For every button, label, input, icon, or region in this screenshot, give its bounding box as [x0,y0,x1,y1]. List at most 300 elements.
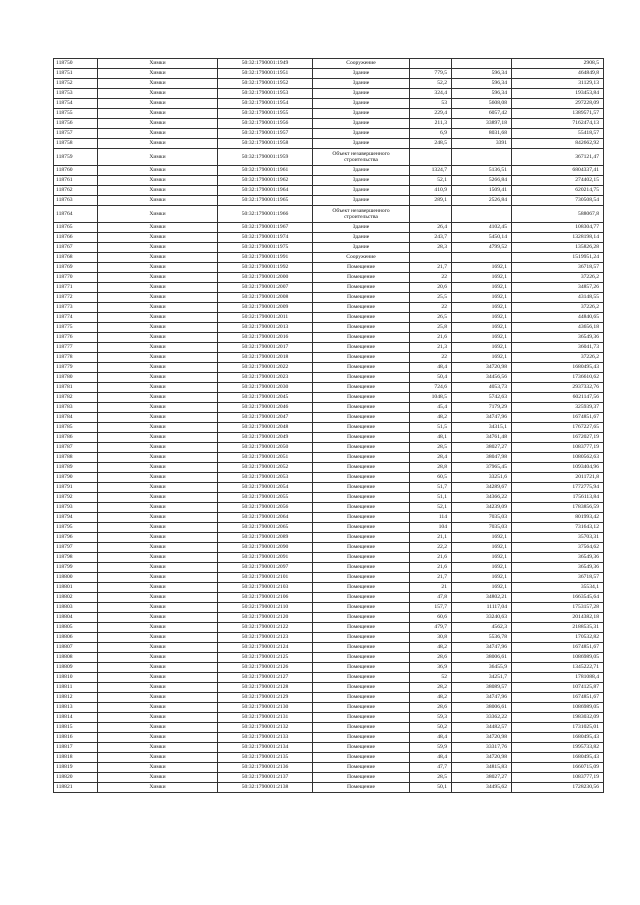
cell-specific-value: 5536,78 [452,633,512,643]
cell-row-number: 118804 [54,613,98,623]
cell-municipality: Химки [98,149,218,166]
cell-municipality: Химки [98,363,218,373]
cell-specific-value: 1692,1 [452,313,512,323]
cell-object-type: Объект незавершенного строительства [313,149,410,166]
cell-area: 28,6 [410,653,452,663]
cell-cadastral-number: 50:32:1790001:2097 [218,563,313,573]
cell-object-type: Здание [313,139,410,149]
cell-municipality: Химки [98,493,218,503]
cell-cadastral-number: 50:32:1790001:2056 [218,503,313,513]
cell-cadastral-value: 31129,13 [512,79,604,89]
cell-row-number: 118759 [54,149,98,166]
cell-row-number: 118806 [54,633,98,643]
cell-area: 479,7 [410,623,452,633]
cell-municipality: Химки [98,243,218,253]
cell-cadastral-number: 50:32:1790001:2051 [218,453,313,463]
cell-object-type: Помещение [313,663,410,673]
cell-row-number: 118819 [54,763,98,773]
cell-row-number: 118818 [54,753,98,763]
cell-cadastral-value: 36041,73 [512,343,604,353]
cell-row-number: 118797 [54,543,98,553]
cell-municipality: Химки [98,233,218,243]
cell-cadastral-number: 50:32:1790001:1959 [218,149,313,166]
cell-area: 22 [410,303,452,313]
cell-municipality: Химки [98,753,218,763]
cell-cadastral-value: 7162474,13 [512,119,604,129]
cell-row-number: 118794 [54,513,98,523]
cell-row-number: 118782 [54,393,98,403]
cell-cadastral-value: 274402,15 [512,176,604,186]
table-row [54,109,604,119]
table-row [54,463,604,473]
cell-row-number: 118756 [54,119,98,129]
table-row [54,59,604,69]
cell-cadastral-value: 1772775,94 [512,483,604,493]
cell-row-number: 118770 [54,273,98,283]
cell-specific-value: 37965,45 [452,463,512,473]
cell-specific-value [452,149,512,166]
table-row [54,743,604,753]
cell-cadastral-value: 36718,57 [512,573,604,583]
cell-row-number: 118801 [54,583,98,593]
table-row [54,353,604,363]
cell-row-number: 118776 [54,333,98,343]
cell-row-number: 118812 [54,693,98,703]
cell-municipality: Химки [98,353,218,363]
cell-cadastral-value: 464849,8 [512,69,604,79]
cell-municipality: Химки [98,503,218,513]
cell-municipality: Химки [98,703,218,713]
table-row [54,79,604,89]
cell-area: 26,4 [410,223,452,233]
cell-object-type: Помещение [313,543,410,553]
cell-row-number: 118807 [54,643,98,653]
cell-municipality: Химки [98,483,218,493]
cell-area: 20,6 [410,283,452,293]
cell-cadastral-number: 50:32:1790001:2018 [218,353,313,363]
cell-cadastral-value: 1995733,82 [512,743,604,753]
cell-row-number: 118811 [54,683,98,693]
cell-municipality: Химки [98,383,218,393]
cell-cadastral-number: 50:32:1790001:2127 [218,673,313,683]
cell-specific-value: 34366,22 [452,493,512,503]
table-row [54,423,604,433]
cell-area: 52,2 [410,79,452,89]
cell-row-number: 118783 [54,403,98,413]
cell-cadastral-number: 50:32:1790001:2137 [218,773,313,783]
cell-object-type: Помещение [313,383,410,393]
table-row [54,303,604,313]
cell-municipality: Химки [98,283,218,293]
cell-cadastral-value: 731643,12 [512,523,604,533]
cell-area: 28,5 [410,773,452,783]
cell-area: 21,7 [410,573,452,583]
cell-cadastral-value: 36549,36 [512,563,604,573]
cell-cadastral-value: 37226,2 [512,303,604,313]
cell-cadastral-number: 50:32:1790001:2089 [218,533,313,543]
cell-specific-value: 5450,14 [452,233,512,243]
cell-row-number: 118775 [54,323,98,333]
cell-specific-value: 34747,96 [452,413,512,423]
cell-cadastral-value: 6804337,41 [512,166,604,176]
cell-cadastral-number: 50:32:1790001:2022 [218,363,313,373]
cell-area: 410,9 [410,186,452,196]
cell-municipality: Химки [98,633,218,643]
cell-cadastral-number: 50:32:1790001:2136 [218,763,313,773]
table-row [54,503,604,513]
cell-area: 1324,7 [410,166,452,176]
cell-municipality: Химки [98,773,218,783]
cell-area: 50,1 [410,783,452,793]
cell-municipality: Химки [98,743,218,753]
cell-object-type: Помещение [313,743,410,753]
cell-area: 229,4 [410,109,452,119]
table-row [54,473,604,483]
cell-municipality: Химки [98,413,218,423]
cell-object-type: Помещение [313,583,410,593]
cell-object-type: Помещение [313,623,410,633]
cell-cadastral-value: 1672027,19 [512,433,604,443]
table-row [54,533,604,543]
table-row [54,129,604,139]
table-row [54,523,604,533]
cell-specific-value: 33317,76 [452,743,512,753]
cell-object-type: Помещение [313,643,410,653]
table-row [54,563,604,573]
cell-specific-value: 1692,1 [452,283,512,293]
cell-object-type: Помещение [313,573,410,583]
cell-specific-value: 34315,1 [452,423,512,433]
property-table-sheet [53,58,603,793]
cell-object-type: Сооружение [313,59,410,69]
cell-cadastral-value: 2014382,18 [512,613,604,623]
table-row [54,603,604,613]
table-row [54,583,604,593]
table-row [54,433,604,443]
cell-cadastral-number: 50:32:1790001:2052 [218,463,313,473]
cell-cadastral-value: 588067,8 [512,206,604,223]
cell-cadastral-value: 620214,75 [512,186,604,196]
cell-object-type: Помещение [313,433,410,443]
cell-row-number: 118790 [54,473,98,483]
cell-row-number: 118810 [54,673,98,683]
cell-cadastral-value: 325939,37 [512,403,604,413]
cell-specific-value: 6057,42 [452,109,512,119]
cell-municipality: Химки [98,463,218,473]
cell-municipality: Химки [98,443,218,453]
cell-municipality: Химки [98,273,218,283]
cell-row-number: 118792 [54,493,98,503]
cell-cadastral-number: 50:32:1790001:1992 [218,263,313,273]
cell-municipality: Химки [98,263,218,273]
table-row [54,99,604,109]
cell-specific-value: 1692,1 [452,573,512,583]
cell-area: 53 [410,99,452,109]
cell-row-number: 118763 [54,196,98,206]
cell-object-type: Помещение [313,313,410,323]
cell-object-type: Помещение [313,443,410,453]
cell-object-type: Помещение [313,283,410,293]
cell-specific-value: 38089,57 [452,683,512,693]
cell-cadastral-value: 1783856,59 [512,503,604,513]
cell-area: 724,6 [410,383,452,393]
cell-cadastral-number: 50:32:1790001:1953 [218,89,313,99]
cell-cadastral-value: 1680495,43 [512,363,604,373]
table-row [54,753,604,763]
cell-specific-value: 33897,18 [452,119,512,129]
cell-object-type: Помещение [313,373,410,383]
cell-area: 21,6 [410,333,452,343]
cell-specific-value: 1692,1 [452,343,512,353]
cell-object-type: Помещение [313,343,410,353]
cell-cadastral-number: 50:32:1790001:2023 [218,373,313,383]
cell-cadastral-number: 50:32:1790001:2106 [218,593,313,603]
table-row [54,149,604,166]
cell-object-type: Помещение [313,783,410,793]
cell-cadastral-number: 50:32:1790001:2123 [218,633,313,643]
cell-cadastral-value: 2188535,31 [512,623,604,633]
cell-area: 25,5 [410,293,452,303]
cell-cadastral-number: 50:32:1790001:2007 [218,283,313,293]
cell-cadastral-value: 1093404,96 [512,463,604,473]
cell-object-type: Здание [313,196,410,206]
cell-specific-value: 1692,1 [452,583,512,593]
cell-municipality: Химки [98,166,218,176]
table-body [54,59,604,793]
cell-row-number: 118808 [54,653,98,663]
cell-municipality: Химки [98,196,218,206]
cell-cadastral-value: 135826,28 [512,243,604,253]
cell-municipality: Химки [98,733,218,743]
cell-cadastral-value: 1983032,09 [512,713,604,723]
cell-row-number: 118769 [54,263,98,273]
cell-municipality: Химки [98,323,218,333]
cell-municipality: Химки [98,523,218,533]
cell-cadastral-value: 1519951,24 [512,253,604,263]
cell-cadastral-number: 50:32:1790001:2131 [218,713,313,723]
cell-area [410,59,452,69]
table-row [54,139,604,149]
table-row [54,223,604,233]
cell-object-type: Здание [313,186,410,196]
cell-specific-value: 4053,73 [452,383,512,393]
cell-object-type: Здание [313,166,410,176]
cell-object-type: Помещение [313,293,410,303]
cell-area: 21,1 [410,533,452,543]
cell-specific-value: 34720,98 [452,753,512,763]
cell-cadastral-value: 44840,65 [512,313,604,323]
cell-municipality: Химки [98,613,218,623]
cell-specific-value: 34720,98 [452,733,512,743]
cell-object-type: Помещение [313,363,410,373]
cell-specific-value: 5608,08 [452,99,512,109]
cell-cadastral-number: 50:32:1790001:2030 [218,383,313,393]
cell-row-number: 118751 [54,69,98,79]
cell-row-number: 118780 [54,373,98,383]
cell-object-type: Помещение [313,723,410,733]
cell-municipality: Химки [98,206,218,223]
cell-area [410,206,452,223]
cell-cadastral-value: 36718,57 [512,263,604,273]
cell-municipality: Химки [98,603,218,613]
cell-specific-value: 1692,1 [452,333,512,343]
cell-object-type: Помещение [313,523,410,533]
table-row [54,263,604,273]
cell-object-type: Помещение [313,513,410,523]
cell-area: 21 [410,583,452,593]
cell-area: 60,5 [410,473,452,483]
table-row [54,713,604,723]
cell-specific-value: 4102,45 [452,223,512,233]
cell-object-type: Здание [313,223,410,233]
cell-row-number: 118793 [54,503,98,513]
cell-municipality: Химки [98,139,218,149]
table-row [54,493,604,503]
cell-object-type: Помещение [313,673,410,683]
cell-specific-value: 5742,63 [452,393,512,403]
table-row [54,313,604,323]
table-row [54,273,604,283]
cell-municipality: Химки [98,223,218,233]
cell-row-number: 118777 [54,343,98,353]
cell-area: 28,8 [410,463,452,473]
cell-specific-value: 1692,1 [452,273,512,283]
cell-row-number: 118762 [54,186,98,196]
cell-cadastral-number: 50:32:1790001:1955 [218,109,313,119]
cell-municipality: Химки [98,453,218,463]
cell-specific-value [452,253,512,263]
cell-area: 22,2 [410,543,452,553]
cell-area: 324,4 [410,89,452,99]
cell-object-type: Здание [313,79,410,89]
cell-row-number: 118778 [54,353,98,363]
cell-cadastral-number: 50:32:1790001:2133 [218,733,313,743]
cell-object-type: Помещение [313,473,410,483]
table-row [54,206,604,223]
table-row [54,673,604,683]
cell-object-type: Помещение [313,773,410,783]
cell-municipality: Химки [98,683,218,693]
cell-specific-value: 596,34 [452,89,512,99]
cell-cadastral-value: 1080562,63 [512,453,604,463]
cell-object-type: Помещение [313,633,410,643]
cell-cadastral-number: 50:32:1790001:1961 [218,166,313,176]
cell-object-type: Помещение [313,423,410,433]
cell-specific-value: 38027,27 [452,773,512,783]
cell-cadastral-number: 50:32:1790001:2065 [218,523,313,533]
cell-object-type: Помещение [313,593,410,603]
cell-object-type: Помещение [313,403,410,413]
cell-object-type: Помещение [313,503,410,513]
table-row [54,773,604,783]
cell-specific-value: 34747,96 [452,643,512,653]
cell-object-type: Здание [313,89,410,99]
table-row [54,186,604,196]
cell-specific-value: 38006,61 [452,653,512,663]
table-row [54,643,604,653]
cell-municipality: Химки [98,79,218,89]
cell-municipality: Химки [98,433,218,443]
cell-area: 47,8 [410,593,452,603]
table-row [54,383,604,393]
cell-cadastral-value: 36549,36 [512,333,604,343]
cell-row-number: 118764 [54,206,98,223]
cell-cadastral-value: 1674851,67 [512,413,604,423]
cell-municipality: Химки [98,473,218,483]
cell-cadastral-number: 50:32:1790001:1975 [218,243,313,253]
cell-object-type: Помещение [313,393,410,403]
cell-row-number: 118779 [54,363,98,373]
cell-specific-value: 38006,61 [452,703,512,713]
table-row [54,633,604,643]
cell-object-type: Сооружение [313,253,410,263]
cell-cadastral-number: 50:32:1790001:2048 [218,423,313,433]
cell-cadastral-number: 50:32:1790001:2132 [218,723,313,733]
cell-cadastral-value: 170532,82 [512,633,604,643]
cell-municipality: Химки [98,593,218,603]
cell-cadastral-number: 50:32:1790001:1949 [218,59,313,69]
cell-cadastral-number: 50:32:1790001:2016 [218,333,313,343]
cell-specific-value: 34239,09 [452,503,512,513]
cell-cadastral-value: 108304,77 [512,223,604,233]
cell-area: 28,2 [410,683,452,693]
cell-municipality: Химки [98,543,218,553]
cell-object-type: Помещение [313,263,410,273]
table-row [54,723,604,733]
cell-cadastral-value: 37226,2 [512,353,604,363]
cell-municipality: Химки [98,59,218,69]
cell-cadastral-number: 50:32:1790001:2122 [218,623,313,633]
cell-object-type: Помещение [313,533,410,543]
cell-object-type: Объект незавершенного строительства [313,206,410,223]
table-row [54,663,604,673]
cell-row-number: 118817 [54,743,98,753]
cell-municipality: Химки [98,129,218,139]
cell-object-type: Здание [313,243,410,253]
cell-cadastral-number: 50:32:1790001:1991 [218,253,313,263]
cell-specific-value: 1692,1 [452,263,512,273]
cell-area: 51,5 [410,423,452,433]
table-row [54,693,604,703]
cell-cadastral-number: 50:32:1790001:2128 [218,683,313,693]
table-row [54,443,604,453]
cell-municipality: Химки [98,69,218,79]
cell-row-number: 118802 [54,593,98,603]
cell-cadastral-number: 50:32:1790001:2017 [218,343,313,353]
cell-row-number: 118750 [54,59,98,69]
cell-object-type: Помещение [313,553,410,563]
cell-cadastral-value: 1660715,09 [512,763,604,773]
cell-area: 48,1 [410,433,452,443]
cell-cadastral-value: 55418,57 [512,129,604,139]
cell-object-type: Здание [313,233,410,243]
cell-row-number: 118753 [54,89,98,99]
cell-specific-value: 1692,1 [452,353,512,363]
cell-cadastral-number: 50:32:1790001:1966 [218,206,313,223]
cell-object-type: Помещение [313,603,410,613]
cell-municipality: Химки [98,643,218,653]
cell-row-number: 118786 [54,433,98,443]
cell-area: 36,9 [410,663,452,673]
cell-cadastral-value: 6021147,56 [512,393,604,403]
cell-cadastral-value: 1736610,62 [512,373,604,383]
table-row [54,343,604,353]
cell-municipality: Химки [98,663,218,673]
cell-area: 48,4 [410,363,452,373]
cell-specific-value: 7035,03 [452,523,512,533]
cell-municipality: Химки [98,583,218,593]
cell-object-type: Помещение [313,353,410,363]
